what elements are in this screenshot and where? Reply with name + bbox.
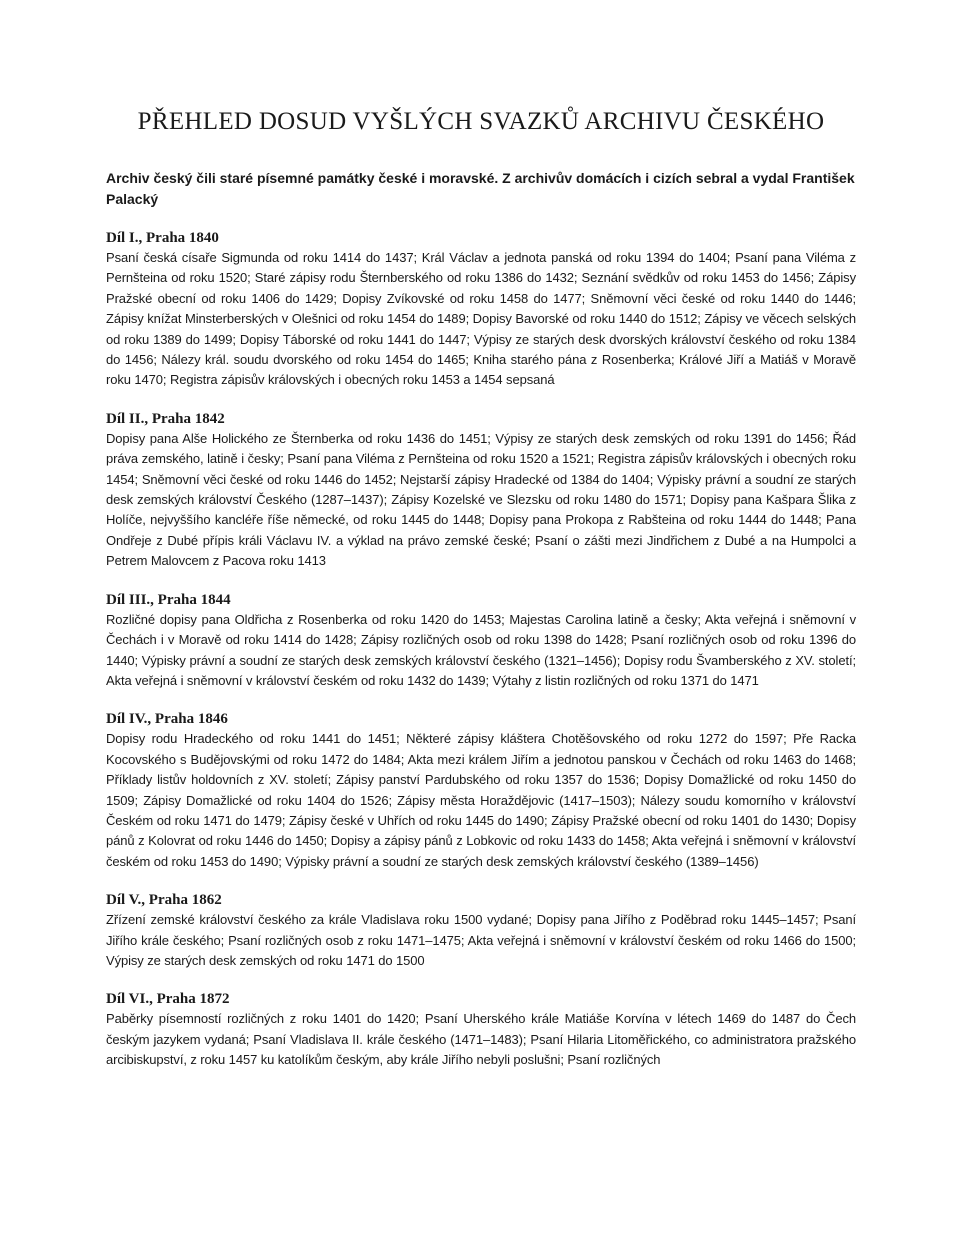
volume-contents: Paběrky písemností rozličných z roku 1401 do 1420; Psaní Uherského krále Matiáše Korvína v létech 1469 do 1487 do Čech českým jazykem vydaná; Psaní Vladislava II. krále českého (1471–1483); Psaní Hilaria Litoměřického, co administratora pražského arcibiskupství, z roku 1457 ku katolíkům českým, aby krále Jiřího nebyli poslušni; Psaní rozličných: [106, 1011, 856, 1068]
volume-heading: Díl VI., Praha 1872: [106, 991, 230, 1008]
volume-heading: Díl III., Praha 1844: [106, 591, 231, 608]
volume-heading: Díl V., Praha 1862: [106, 892, 222, 909]
volume-contents: Dopisy rodu Hradeckého od roku 1441 do 1451; Některé zápisy kláštera Chotěšovského od roku 1272 do 1597; Pře Racka Kocovského s Budějovskými od roku 1472 do 1484; Akta mezi králem Jiřím a jednotou panskou v Čechách od roku 1463 do 1468; Příklady listův holdovních z XV. století; Zápisy panství Pardubského od roku 1357 do 1536; Dopisy Domažlické od roku 1450 do 1509; Zápisy Domažlické od roku 1404 do 1526; Zápisy města Horaždějovic (1417–1503); Nálezy soudu komorního v království Českém od roku 1471 do 1479; Zápisy české v Uhřích od roku 1445 do 1490; Zápisy Pražské obecní od roku 1401 do 1430; Dopisy pánů z Kolovrat od roku 1446 do 1450; Dopisy a zápisy pánů z Lobkovic od roku 1433 do 1458; Akta veřejná i sněmovní v království českém od roku 1453 do 1490; Výpisky právní a soudní ze starých desk zemských království českého (1389–1456): [106, 731, 856, 869]
page-title: PŘEHLED DOSUD VYŠLÝCH SVAZKŮ ARCHIVU ČESKÉHO: [137, 108, 825, 135]
series-heading: Archiv český čili staré písemné památky české i moravské. Z archivův domácích i cizích sebral a vydal František Palacký: [106, 170, 855, 207]
volume-contents: Zřízení zemské království českého za krále Vladislava roku 1500 vydané; Dopisy pana Jiřího z Poděbrad roku 1445–1457; Psaní Jiřího krále českého; Psaní rozličných osob z roku 1471–1475; Akta veřejná i sněmovní v království českém od roku 1466 do 1500; Výpisy ze starých desk zemských od roku 1471 do 1500: [106, 912, 856, 968]
volume-heading: Díl I., Praha 1840: [106, 230, 219, 246]
volume-entry: [106, 590, 856, 692]
volume-entry: [106, 989, 856, 1070]
volume-contents: Rozličné dopisy pana Oldřicha z Rosenberka od roku 1420 do 1453; Majestas Carolina latině a česky; Akta veřejná i sněmovní v Čechách i v Moravě od roku 1414 do 1428; Zápisy rozličných osob od roku 1398 do 1428; Psaní rozličných osob od roku 1396 do 1440; Výpisky právní a soudní ze starých desk zemských království českého (1321–1456); Dopisy rodu Švamberského z XV. století; Akta veřejná i sněmovní v království českém od roku 1432 do 1439; Výtahy z listin rozličných od roku 1371 do 1471: [106, 611, 856, 688]
volume-heading: Díl II., Praha 1842: [106, 410, 225, 427]
volume-contents: Dopisy pana Alše Holického ze Šternberka od roku 1436 do 1451; Výpisy ze starých desk zemských od roku 1391 do 1456; Řád práva zemského, latině i česky; Psaní pana Viléma z Pernšteina od roku 1520 a 1521; Registra zápisův královských i obecných roku 1454; Sněmovní věci české od roku 1446 do 1452; Nejstarší zápisy Hradecké od 1384 do 1404; Výpisky právní a soudní ze starých desk zemských království Českého (1287–1437); Zápisy Kozelské ve Slezsku od roku 1480 do 1571; Dopisy pana Kašpara Šlika z Holíče, nejvyššího kancléře říše německé, od roku 1445 do 1448; Dopisy pana Prokopa z Rabšteina od roku 1444 do 1448; Pana Ondřeje z Dubé přípis králi Václavu IV. a výklad na právo zemské české; Psaní o zášti mezi Jindřichem z Dubé a na Humpolci a Petrem Malovcem z Pacova roku 1413: [106, 430, 856, 569]
volume-list: [106, 228, 856, 1089]
volume-heading: Díl IV., Praha 1846: [106, 711, 228, 728]
volume-contents: Psaní česká císaře Sigmunda od roku 1414 do 1437; Král Václav a jednota panská od roku 1394 do 1404; Psaní pana Viléma z Pernšteina od roku 1520; Staré zápisy rodu Šternberského od roku 1386 do 1432; Seznání svědkův od roku 1453 do 1456; Zápisy Pražské obecní od roku 1406 do 1429; Dopisy Zvíkovské od roku 1458 do 1477; Sněmovní věci české od roku 1440 do 1446; Zápisy knížat Minsterberských v Olešnici od roku 1454 do 1489; Dopisy Bavorské od roku 1440 do 1512; Zápisy ve věcech selských od roku 1389 do 1499; Dopisy Táborské od roku 1441 do 1447; Výpisy ze starých desk dvorských království českého od roku 1384 do 1456; Nálezy král. soudu dvorského od roku 1454 do 1465; Kniha starého pána z Rosenberka; Králové Jiří a Matiáš v Moravě roku 1470; Registra zápisův královských i obecných roku 1453 a 1454 sepsaná: [106, 250, 856, 388]
volume-entry: [106, 890, 856, 971]
volume-entry: [106, 709, 856, 872]
volume-entry: [106, 228, 856, 391]
volume-entry: [106, 409, 856, 572]
